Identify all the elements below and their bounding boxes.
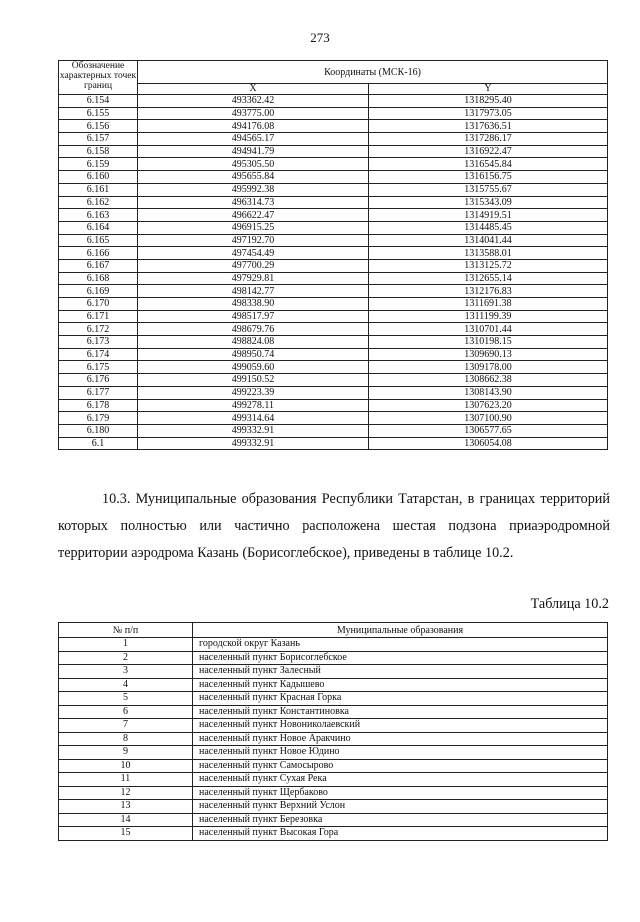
y-cell: 1308143.90 bbox=[369, 386, 608, 399]
municipality-name-cell: населенный пункт Высокая Гора bbox=[193, 827, 608, 841]
table-row bbox=[59, 171, 608, 184]
point-cell: 6.1 bbox=[59, 437, 138, 450]
y-cell: 1307100.90 bbox=[369, 412, 608, 425]
y-cell: 1314919.51 bbox=[369, 209, 608, 222]
page-number: 273 bbox=[310, 30, 330, 45]
row-number-cell: 2 bbox=[59, 651, 193, 665]
x-cell: 496915.25 bbox=[138, 221, 369, 234]
municipality-name-cell: населенный пункт Красная Горка bbox=[193, 692, 608, 706]
row-number-cell: 15 bbox=[59, 827, 193, 841]
table-row bbox=[59, 732, 608, 746]
y-cell: 1315755.67 bbox=[369, 183, 608, 196]
y-cell: 1315343.09 bbox=[369, 196, 608, 209]
point-cell: 6.163 bbox=[59, 209, 138, 222]
municipality-name-cell: населенный пункт Новое Аракчино bbox=[193, 732, 608, 746]
x-cell: 499332.91 bbox=[138, 424, 369, 437]
point-cell: 6.159 bbox=[59, 158, 138, 171]
y-cell: 1309690.13 bbox=[369, 348, 608, 361]
table-row bbox=[59, 120, 608, 133]
table-row bbox=[59, 221, 608, 234]
table-row bbox=[59, 298, 608, 311]
point-cell: 6.156 bbox=[59, 120, 138, 133]
y-cell: 1306577.65 bbox=[369, 424, 608, 437]
table-row bbox=[59, 665, 608, 679]
y-cell: 1308662.38 bbox=[369, 374, 608, 387]
point-cell: 6.160 bbox=[59, 171, 138, 184]
table-row bbox=[59, 678, 608, 692]
y-cell: 1307623.20 bbox=[369, 399, 608, 412]
y-cell: 1311691.38 bbox=[369, 298, 608, 311]
y-cell: 1310198.15 bbox=[369, 336, 608, 349]
point-cell: 6.161 bbox=[59, 183, 138, 196]
y-cell: 1309178.00 bbox=[369, 361, 608, 374]
row-number-cell: 8 bbox=[59, 732, 193, 746]
row-number-cell: 9 bbox=[59, 746, 193, 760]
y-cell: 1312176.83 bbox=[369, 285, 608, 298]
y-cell: 1314485.45 bbox=[369, 221, 608, 234]
table-row bbox=[59, 285, 608, 298]
paragraph-text: 10.3. Муниципальные образования Республики Татарстан, в границах территорий которых полностью или частично расположена шестая подзона приаэродромной территории аэродрома Казань (Борисоглебское), приведены в таблице 10.2. bbox=[58, 491, 610, 561]
municipality-name-cell: городской округ Казань bbox=[193, 638, 608, 652]
municipality-name-cell: населенный пункт Верхний Услон bbox=[193, 800, 608, 814]
row-number-cell: 3 bbox=[59, 665, 193, 679]
header-municipality: Муниципальные образования bbox=[193, 623, 608, 638]
table-row bbox=[59, 158, 608, 171]
municipality-name-cell: населенный пункт Новониколаевский bbox=[193, 719, 608, 733]
table-row bbox=[59, 638, 608, 652]
row-number-cell: 11 bbox=[59, 773, 193, 787]
point-cell: 6.180 bbox=[59, 424, 138, 437]
header-number: № п/п bbox=[59, 623, 193, 638]
x-cell: 496314.73 bbox=[138, 196, 369, 209]
table-row bbox=[59, 259, 608, 272]
municipalities-table bbox=[58, 622, 608, 841]
municipality-name-cell: населенный пункт Самосырово bbox=[193, 759, 608, 773]
y-cell: 1311199.39 bbox=[369, 310, 608, 323]
coordinates-table-body bbox=[59, 95, 608, 450]
municipality-name-cell: населенный пункт Березовка bbox=[193, 813, 608, 827]
point-cell: 6.158 bbox=[59, 145, 138, 158]
x-cell: 498142.77 bbox=[138, 285, 369, 298]
table-row bbox=[59, 437, 608, 450]
y-cell: 1312655.14 bbox=[369, 272, 608, 285]
table-row bbox=[59, 133, 608, 146]
table-row bbox=[59, 746, 608, 760]
row-number-cell: 7 bbox=[59, 719, 193, 733]
municipality-name-cell: населенный пункт Залесный bbox=[193, 665, 608, 679]
table-row bbox=[59, 827, 608, 841]
y-cell: 1317973.05 bbox=[369, 107, 608, 120]
point-cell: 6.170 bbox=[59, 298, 138, 311]
x-cell: 494565.17 bbox=[138, 133, 369, 146]
table-row bbox=[59, 247, 608, 260]
y-cell: 1317286.17 bbox=[369, 133, 608, 146]
municipality-name-cell: населенный пункт Константиновка bbox=[193, 705, 608, 719]
y-cell: 1316156.75 bbox=[369, 171, 608, 184]
table-row bbox=[59, 209, 608, 222]
municipality-name-cell: населенный пункт Сухая Река bbox=[193, 773, 608, 787]
point-cell: 6.172 bbox=[59, 323, 138, 336]
x-cell: 495655.84 bbox=[138, 171, 369, 184]
point-cell: 6.155 bbox=[59, 107, 138, 120]
point-cell: 6.162 bbox=[59, 196, 138, 209]
point-cell: 6.168 bbox=[59, 272, 138, 285]
table-row bbox=[59, 386, 608, 399]
x-cell: 496622.47 bbox=[138, 209, 369, 222]
header-coordinates: Координаты (МСК-16) bbox=[138, 61, 608, 84]
row-number-cell: 14 bbox=[59, 813, 193, 827]
table-row bbox=[59, 651, 608, 665]
table-row bbox=[59, 813, 608, 827]
table-row bbox=[59, 107, 608, 120]
point-cell: 6.171 bbox=[59, 310, 138, 323]
x-cell: 497192.70 bbox=[138, 234, 369, 247]
table-row bbox=[59, 323, 608, 336]
row-number-cell: 5 bbox=[59, 692, 193, 706]
x-cell: 497700.29 bbox=[138, 259, 369, 272]
y-cell: 1317636.51 bbox=[369, 120, 608, 133]
table-row bbox=[59, 183, 608, 196]
header-y: Y bbox=[369, 84, 608, 95]
point-cell: 6.173 bbox=[59, 336, 138, 349]
table-row bbox=[59, 374, 608, 387]
table-caption: Таблица 10.2 bbox=[530, 596, 609, 612]
point-cell: 6.179 bbox=[59, 412, 138, 425]
point-cell: 6.176 bbox=[59, 374, 138, 387]
coordinates-table bbox=[58, 60, 608, 450]
point-cell: 6.178 bbox=[59, 399, 138, 412]
x-cell: 495992.38 bbox=[138, 183, 369, 196]
x-cell: 499059.60 bbox=[138, 361, 369, 374]
table-row bbox=[59, 412, 608, 425]
x-cell: 493362.42 bbox=[138, 95, 369, 108]
municipality-name-cell: населенный пункт Борисоглебское bbox=[193, 651, 608, 665]
x-cell: 499150.52 bbox=[138, 374, 369, 387]
x-cell: 498950.74 bbox=[138, 348, 369, 361]
x-cell: 498824.08 bbox=[138, 336, 369, 349]
header-x: X bbox=[138, 84, 369, 95]
table-row bbox=[59, 800, 608, 814]
table-row bbox=[59, 145, 608, 158]
table-row bbox=[59, 272, 608, 285]
point-cell: 6.165 bbox=[59, 234, 138, 247]
x-cell: 495305.50 bbox=[138, 158, 369, 171]
x-cell: 498338.90 bbox=[138, 298, 369, 311]
table-row bbox=[59, 196, 608, 209]
point-cell: 6.177 bbox=[59, 386, 138, 399]
table-row bbox=[59, 759, 608, 773]
table-row bbox=[59, 361, 608, 374]
row-number-cell: 13 bbox=[59, 800, 193, 814]
y-cell: 1318295.40 bbox=[369, 95, 608, 108]
table-row bbox=[59, 234, 608, 247]
row-number-cell: 4 bbox=[59, 678, 193, 692]
x-cell: 493775.00 bbox=[138, 107, 369, 120]
municipalities-table-body bbox=[59, 638, 608, 841]
x-cell: 498679.76 bbox=[138, 323, 369, 336]
y-cell: 1316922.47 bbox=[369, 145, 608, 158]
header-point-designation: Обозначение характерных точек границ bbox=[59, 61, 138, 95]
table-row bbox=[59, 773, 608, 787]
y-cell: 1314041.44 bbox=[369, 234, 608, 247]
table-row bbox=[59, 705, 608, 719]
municipality-name-cell: населенный пункт Щербаково bbox=[193, 786, 608, 800]
table-row bbox=[59, 399, 608, 412]
point-cell: 6.169 bbox=[59, 285, 138, 298]
point-cell: 6.157 bbox=[59, 133, 138, 146]
row-number-cell: 10 bbox=[59, 759, 193, 773]
point-cell: 6.164 bbox=[59, 221, 138, 234]
point-cell: 6.154 bbox=[59, 95, 138, 108]
x-cell: 494176.08 bbox=[138, 120, 369, 133]
x-cell: 497454.49 bbox=[138, 247, 369, 260]
municipality-name-cell: населенный пункт Новое Юдино bbox=[193, 746, 608, 760]
x-cell: 499332.91 bbox=[138, 437, 369, 450]
y-cell: 1306054.08 bbox=[369, 437, 608, 450]
municipality-name-cell: населенный пункт Кадышево bbox=[193, 678, 608, 692]
y-cell: 1313588.01 bbox=[369, 247, 608, 260]
y-cell: 1313125.72 bbox=[369, 259, 608, 272]
x-cell: 494941.79 bbox=[138, 145, 369, 158]
table-row bbox=[59, 719, 608, 733]
row-number-cell: 6 bbox=[59, 705, 193, 719]
table-row bbox=[59, 692, 608, 706]
y-cell: 1316545.84 bbox=[369, 158, 608, 171]
table-row bbox=[59, 310, 608, 323]
point-cell: 6.167 bbox=[59, 259, 138, 272]
y-cell: 1310701.44 bbox=[369, 323, 608, 336]
x-cell: 499278.11 bbox=[138, 399, 369, 412]
table-row bbox=[59, 348, 608, 361]
table-row bbox=[59, 424, 608, 437]
x-cell: 497929.81 bbox=[138, 272, 369, 285]
x-cell: 499223.39 bbox=[138, 386, 369, 399]
point-cell: 6.166 bbox=[59, 247, 138, 260]
x-cell: 499314.64 bbox=[138, 412, 369, 425]
table-row bbox=[59, 95, 608, 108]
table-row bbox=[59, 786, 608, 800]
x-cell: 498517.97 bbox=[138, 310, 369, 323]
point-cell: 6.175 bbox=[59, 361, 138, 374]
table-row bbox=[59, 336, 608, 349]
row-number-cell: 1 bbox=[59, 638, 193, 652]
point-cell: 6.174 bbox=[59, 348, 138, 361]
paragraph-10-3 bbox=[58, 486, 610, 567]
row-number-cell: 12 bbox=[59, 786, 193, 800]
